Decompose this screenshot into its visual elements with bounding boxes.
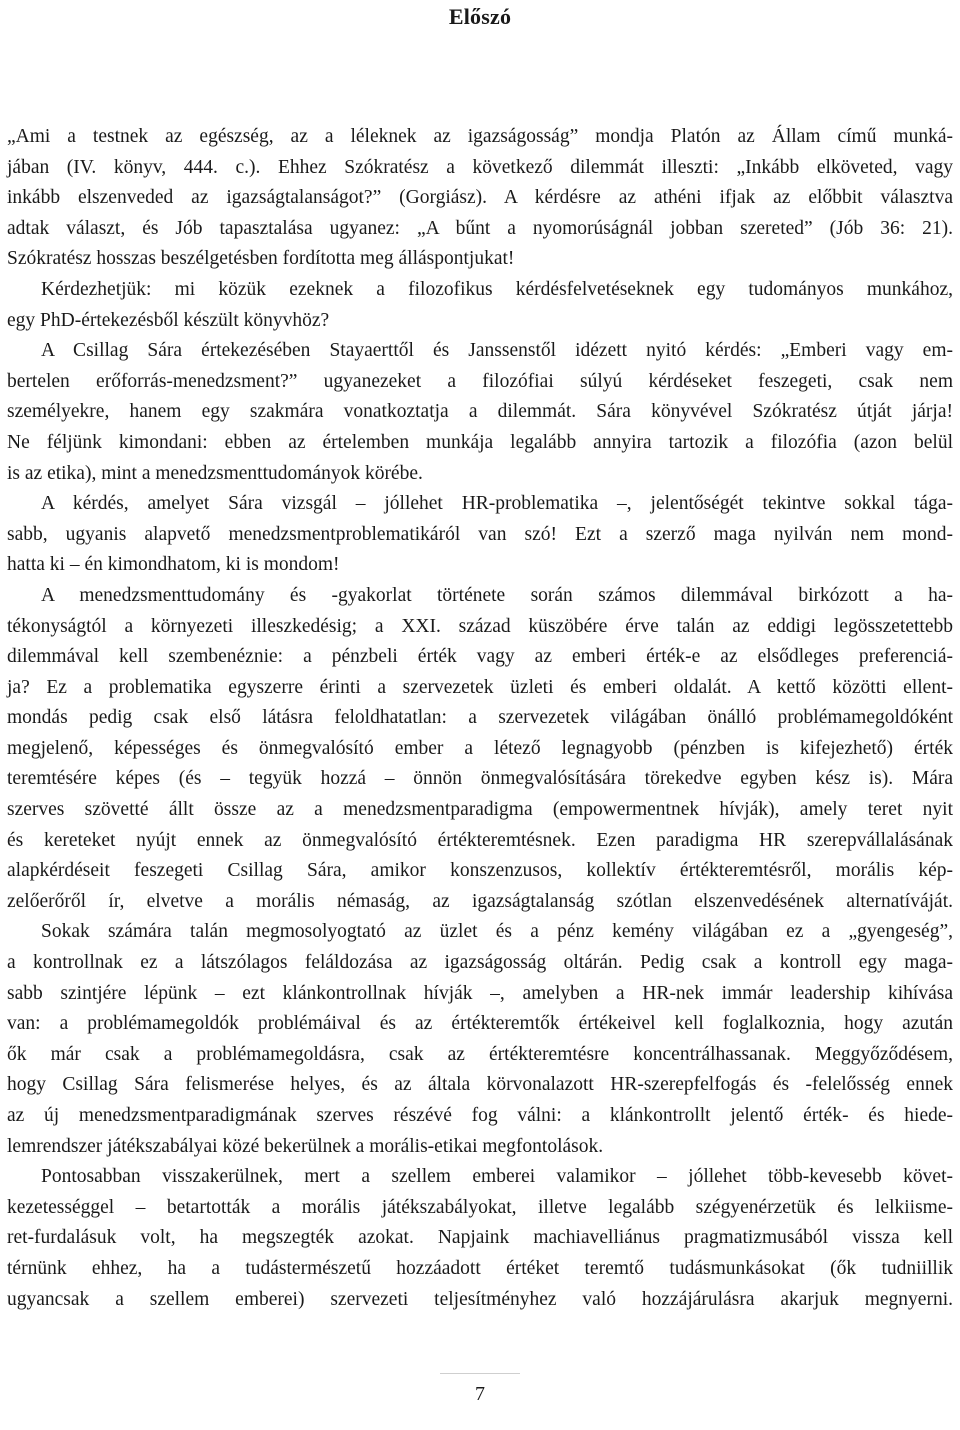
text-line: adtak választ, és Jób tapasztalása ugyanez: „A bűnt a nyomorúságnál jobban szereted” (Jób 36: 21). [7, 217, 953, 239]
text-line: Kérdezhetjük: mi közük ezeknek a filozofikus kérdésfelvetéseknek egy tudományos munkához, [41, 278, 953, 300]
footer-rule [440, 1373, 520, 1374]
text-line: is az etika), mint a menedzsmenttudományok körébe. [7, 462, 423, 484]
text-line: kezetességgel – betartották a morális játékszabályokat, illetve legalább szégyenérzetük és lelkiisme- [7, 1196, 953, 1218]
page-number: 7 [475, 1383, 485, 1405]
text-line: A kérdés, amelyet Sára vizsgál – jóllehet HR-problematika –, jelentőségét tekintve sokkal tága- [41, 493, 953, 515]
text-line: egy PhD-értekezésből készült könyvhöz? [7, 309, 330, 331]
text-line: a kontrollnak ez a látszólagos feláldozása az igazságosság oltárán. Pedig csak a kontroll egy maga- [7, 952, 953, 974]
text-line: és kereteket nyújt ennek az önmegvalósító értékteremtésnek. Ezen paradigma HR szerepvállalásának [7, 829, 953, 851]
text-line: Ne féljünk kimondani: ebben az értelemben munkája legalább annyira tartozik a filozófia (azon belül [7, 431, 953, 453]
text-line: Pontosabban visszakerülnek, mert a szellem emberei valamikor – jóllehet több-kevesebb követ- [41, 1166, 953, 1188]
text-line: ja? Ez a problematika egyszerre érinti a szervezetek üzleti és emberi oldalát. A kettő közötti ellent- [7, 676, 953, 698]
page-title: Előszó [448, 4, 512, 29]
text-line: Sokak számára talán megmosolyogtató az üzlet és a pénz kemény világában ez a „gyengeség”, [41, 921, 953, 943]
text-line: ugyancsak a szellem emberei) szervezeti teljesítményhez való hozzájárulásra akarjuk megnyerni. [7, 1288, 953, 1310]
text-line: tékonyságtól a környezeti illeszkedésig; a XXI. század küszöbére érve talán az eddigi legösszetettebb [7, 615, 953, 637]
text-line: mondás pedig csak első látásra feloldhatatlan: a szervezetek világában önálló problémamegoldóként [7, 707, 953, 729]
text-line: ret-furdalásuk volt, ha megszegték azokat. Napjaink machiavelliánus pragmatizmusából vissza kell [7, 1227, 953, 1249]
text-line: dilemmával kell szembenéznie: a pénzbeli érték vagy az emberi érték-e az elsődleges preferenciá- [7, 646, 953, 668]
text-line: „Ami a testnek az egészség, az a léleknek az igazságosság” mondja Platón az Állam című munká- [7, 126, 953, 147]
text-line: A Csillag Sára értekezésében Stayaerttől és Janssenstől idézett nyitó kérdés: „Emberi vagy em- [41, 340, 953, 362]
text-line: sabb szintjére lépünk – ezt klánkontrollnak hívják –, amelyben a HR-nek immár leadership kihívása [7, 982, 953, 1004]
text-line: ők már csak a problémamegoldásra, csak az értékteremtésre koncentrálhassanak. Meggyőződésem, [7, 1043, 953, 1065]
text-line: térnünk ehhez, ha a tudástermészetű hozzáadott értéket teremtő tudásmunkásokat (ők tudniillik [7, 1257, 953, 1279]
text-line: hogy Csillag Sára felismerése helyes, és az általa körvonalazott HR-szerepfelfogás és -felelősség ennek [7, 1074, 953, 1096]
text-line: hatta ki – én kimondhatom, ki is mondom! [7, 554, 340, 576]
text-line: az új menedzsmentparadigmának szerves részévé fog válni: a klánkontrollt jelentő érték- és hiede- [7, 1105, 953, 1126]
text-line: bertelen erőforrás-menedzsment?” ugyanezeket a filozófiai súlyú kérdéseket feszegeti, csak nem [7, 370, 953, 392]
text-line: személyekre, hanem egy szakmára vonatkoztatja a dilemmát. Sára könyvével Szókratész útját járja! [7, 401, 953, 423]
text-line: inkább elszenveded az igazságtalanságot?” (Gorgiász). A kérdésre az athéni ifjak az előbbit választva [7, 187, 953, 209]
text-line: van: a problémamegoldók problémáival és az értékteremtők értékeivel kell foglalkoznia, hogy azután [7, 1013, 953, 1035]
text-line: teremtésére képes (és – tegyük hozzá – önnön önmegvalósítására törekedve egyben kész is). Mára [7, 768, 953, 790]
text-line: megjelenő, képességes és önmegvalósító ember a létező legnagyobb (pénzben is kifejezhető) érték [7, 737, 953, 759]
text-line: zelőerőről ír, elvetve a morális némaság, az igazságtalanság szótlan elszenvedésének alternatíváját. [7, 890, 953, 912]
text-line: alapkérdéseit feszegeti Csillag Sára, amikor konszenzusos, kollektív értékteremtésről, morális kép- [7, 860, 953, 882]
text-line: A menedzsmenttudomány és -gyakorlat története során számos dilemmával birkózott a ha- [41, 584, 953, 606]
text-line: szerves szövetté állt össze az a menedzsmentparadigma (empowermentnek hívják), amely teret nyit [7, 799, 953, 821]
body-text [7, 122, 953, 1315]
text-line: jában (IV. könyv, 444. c.). Ehhez Szókratész a következő dilemmát illeszti: „Inkább elköveted, vagy [7, 156, 953, 178]
text-line: Szókratész hosszas beszélgetésben fordította meg álláspontjukat! [7, 248, 515, 270]
text-line: lemrendszer játékszabályai közé bekerülnek a morális-etikai megfontolások. [7, 1135, 604, 1157]
text-line: sabb, ugyanis alapvető menedzsmentproblematikáról van szó! Ezt a szerző maga nyilván nem mond- [7, 523, 953, 545]
